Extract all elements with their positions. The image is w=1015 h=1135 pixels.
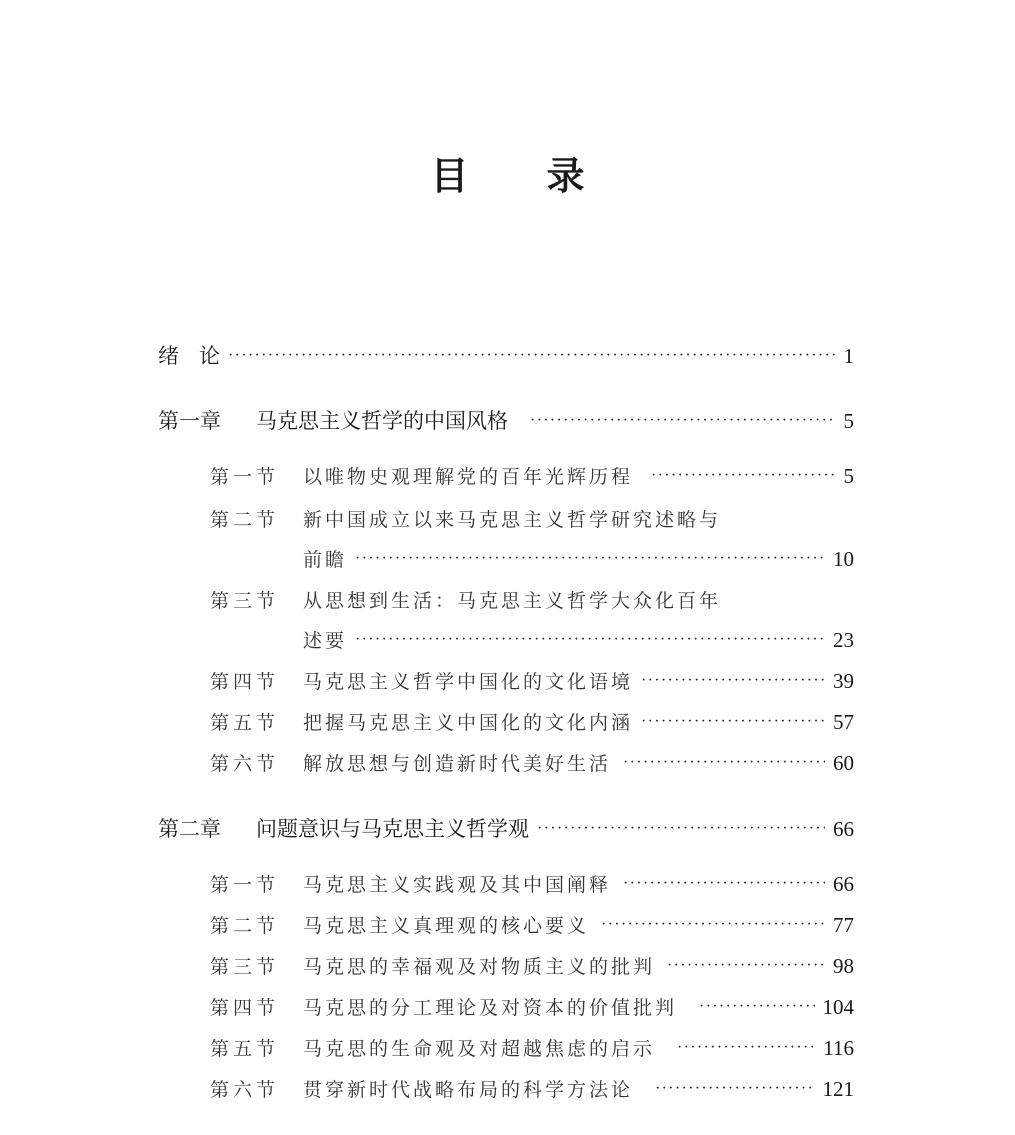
section-title: 马克思的分工理论及对资本的价值批判 [303, 997, 678, 1019]
section-title: 马克思主义真理观的核心要义 [303, 915, 590, 937]
section-title-cont: 前瞻 [303, 549, 348, 571]
section-label: 第一节 [210, 874, 280, 896]
dot-leader [667, 954, 825, 973]
section-label: 第三节 [210, 956, 280, 978]
page-number: 77 [833, 913, 854, 937]
dot-leader [699, 995, 814, 1014]
section-title-cont: 述要 [303, 630, 348, 652]
dot-leader [355, 547, 825, 566]
section-label: 第二节 [210, 915, 280, 937]
page-number: 121 [822, 1077, 854, 1101]
toc-section-2-6[interactable] [210, 1075, 854, 1102]
section-title: 马克思主义实践观及其中国阐释 [303, 874, 612, 896]
page-number: 1 [843, 344, 854, 368]
page-number: 39 [833, 669, 854, 693]
toc-section-2-3[interactable] [210, 952, 854, 979]
chapter-label: 第一章 [158, 409, 221, 433]
page-number: 23 [833, 628, 854, 652]
dot-leader [537, 815, 825, 836]
toc-section-2-1[interactable] [210, 870, 854, 897]
chapter-label: 第二章 [158, 817, 221, 841]
page-number: 10 [833, 547, 854, 571]
section-label: 第三节 [210, 590, 280, 612]
dot-leader [651, 464, 835, 483]
section-title: 解放思想与创造新时代美好生活 [303, 753, 612, 775]
section-title: 把握马克思主义中国化的文化内涵 [303, 712, 634, 734]
section-label: 第四节 [210, 997, 280, 1019]
section-label: 第五节 [210, 1038, 280, 1060]
section-title: 马克思的生命观及对超越焦虑的启示 [303, 1038, 656, 1060]
page-number: 116 [823, 1036, 854, 1060]
section-label: 第五节 [210, 712, 280, 734]
toc-section-2-2[interactable] [210, 911, 854, 938]
section-title: 马克思的幸福观及对物质主义的批判 [303, 956, 656, 978]
toc-entry-introduction[interactable] [158, 340, 854, 370]
page-number: 57 [833, 710, 854, 734]
dot-leader [228, 342, 836, 363]
dot-leader [677, 1036, 815, 1055]
page-title [0, 145, 1015, 200]
title-char-2: 录 [546, 153, 585, 198]
section-label: 第二节 [210, 509, 280, 531]
toc-section-2-5[interactable] [210, 1034, 854, 1061]
section-title: 从思想到生活：马克思主义哲学大众化百年 [303, 590, 722, 612]
dot-leader [355, 628, 825, 647]
toc-section-1-6[interactable] [210, 749, 854, 776]
section-label: 第一节 [210, 466, 280, 488]
dot-leader [641, 710, 825, 729]
section-title: 新中国成立以来马克思主义哲学研究述略与 [303, 509, 722, 531]
dot-leader [601, 913, 825, 932]
section-label: 第四节 [210, 671, 280, 693]
page-number: 104 [822, 995, 854, 1019]
toc-chapter-1[interactable] [158, 405, 854, 435]
dot-leader [623, 751, 825, 770]
dot-leader [655, 1077, 814, 1096]
toc-section-1-2[interactable] [210, 505, 854, 532]
title-char-1: 目 [430, 153, 469, 198]
dot-leader [530, 407, 836, 428]
page-number: 66 [833, 872, 854, 896]
toc-section-1-1[interactable] [210, 462, 854, 489]
page-number: 5 [843, 464, 854, 488]
section-label: 第六节 [210, 753, 280, 775]
section-title: 贯穿新时代战略布局的科学方法论 [303, 1079, 634, 1101]
toc-section-1-3-cont[interactable] [303, 626, 854, 653]
page-number: 60 [833, 751, 854, 775]
toc-section-1-5[interactable] [210, 708, 854, 735]
toc-section-1-3[interactable] [210, 586, 854, 613]
toc-section-1-2-cont[interactable] [303, 545, 854, 572]
page-number: 66 [833, 817, 854, 841]
chapter-title: 马克思主义哲学的中国风格 [256, 409, 508, 433]
chapter-title: 问题意识与马克思主义哲学观 [256, 817, 529, 841]
page-number: 98 [833, 954, 854, 978]
section-title: 马克思主义哲学中国化的文化语境 [303, 671, 634, 693]
page-number: 5 [843, 409, 854, 433]
toc-section-1-4[interactable] [210, 667, 854, 694]
intro-char-1: 绪 [158, 344, 179, 368]
toc-chapter-2[interactable] [158, 813, 854, 843]
section-title: 以唯物史观理解党的百年光辉历程 [303, 466, 634, 488]
section-label: 第六节 [210, 1079, 280, 1101]
dot-leader [641, 669, 825, 688]
toc-section-2-4[interactable] [210, 993, 854, 1020]
dot-leader [623, 872, 825, 891]
intro-char-2: 论 [199, 344, 220, 368]
